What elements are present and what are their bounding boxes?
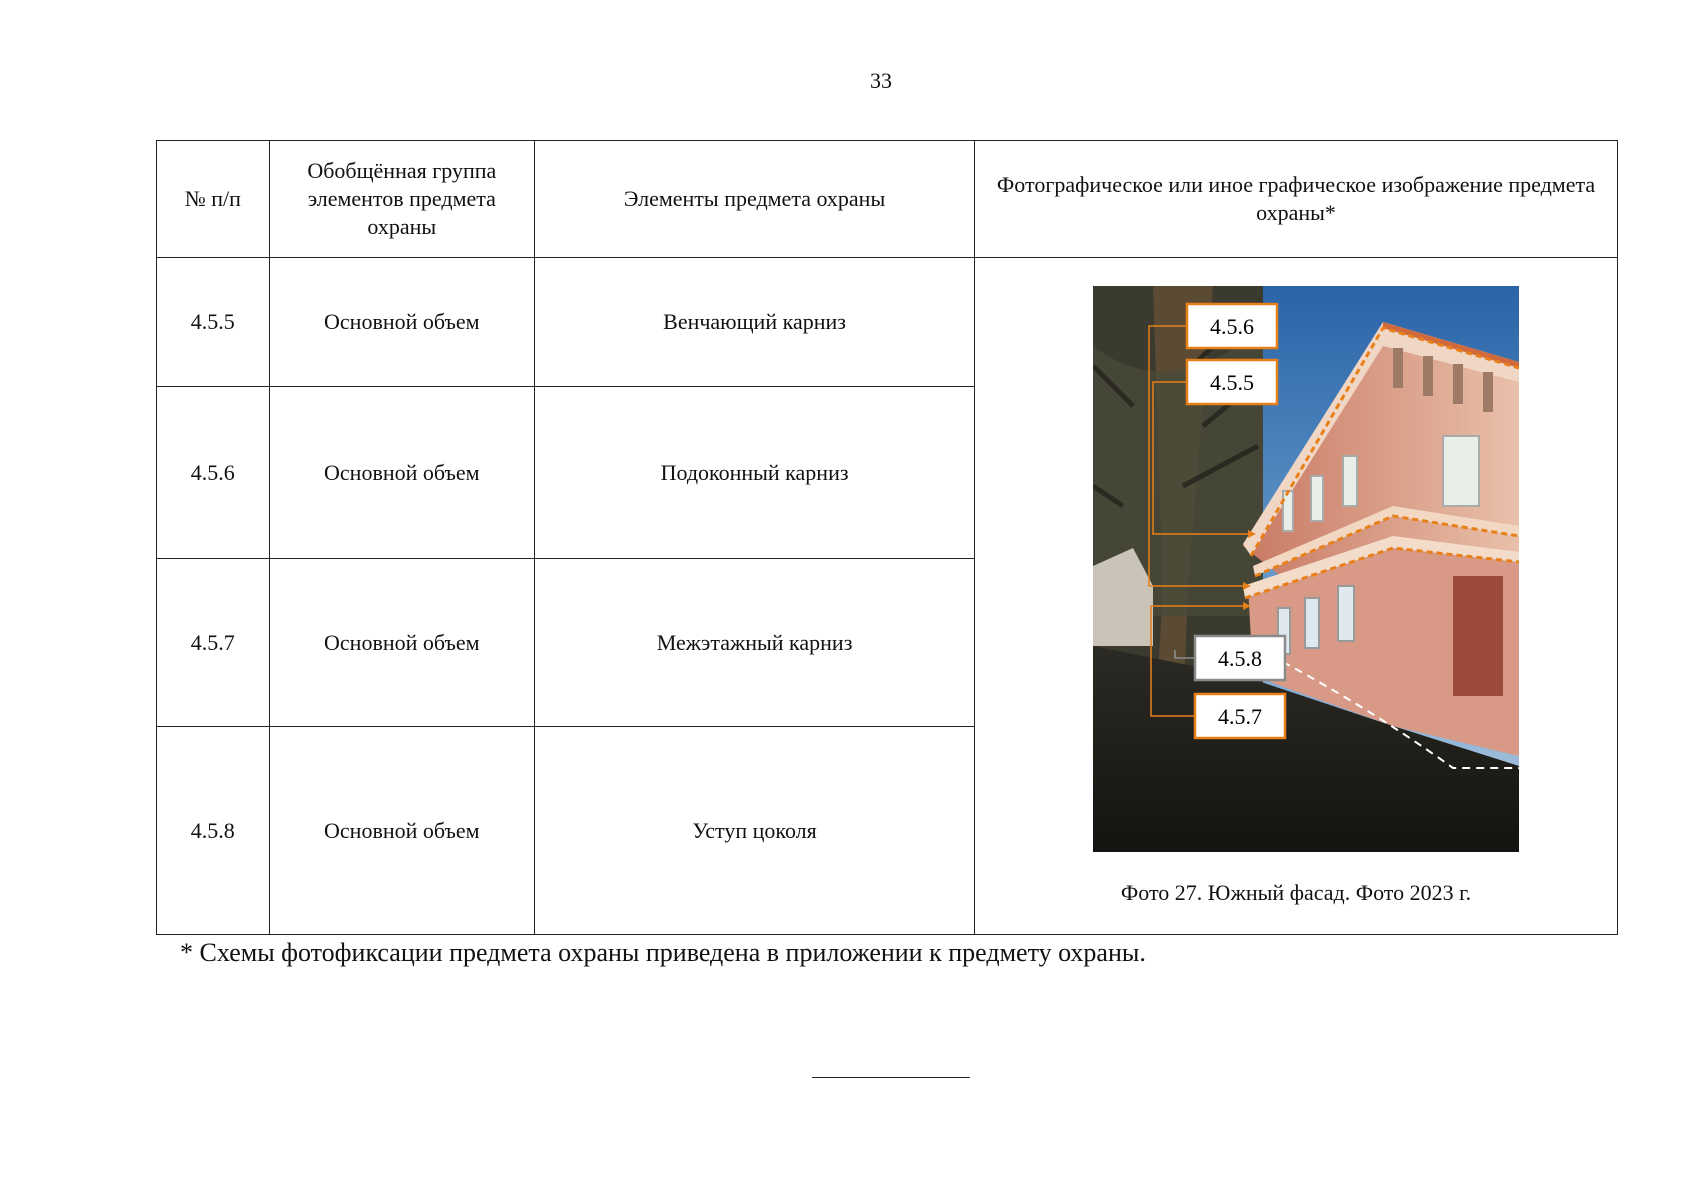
row-group: Основной объем [269,559,534,727]
row-element: Венчающий карниз [535,258,975,387]
callout-4-5-7: 4.5.7 [1218,704,1263,729]
footnote: * Схемы фотофиксации предмета охраны приведена в приложении к предмету охраны. [180,938,1146,967]
callout-4-5-8: 4.5.8 [1218,646,1263,671]
row-group: Основной объем [269,258,534,387]
row-number: 4.5.8 [157,727,270,935]
table-header-row [157,141,1618,258]
header-elements: Элементы предмета охраны [535,141,975,258]
callout-4-5-6: 4.5.6 [1210,314,1255,339]
row-element: Подоконный карниз [535,387,975,559]
row-element: Межэтажный карниз [535,559,975,727]
header-group: Обобщённая группа элементов предмета охраны [269,141,534,258]
header-image: Фотографическое или иное графическое изображение предмета охраны* [975,141,1618,258]
row-group: Основной объем [269,727,534,935]
bottom-divider [812,1077,970,1078]
row-group: Основной объем [269,387,534,559]
row-number: 4.5.7 [157,559,270,727]
row-number: 4.5.6 [157,387,270,559]
protection-table [156,140,1618,935]
row-number: 4.5.5 [157,258,270,387]
page-number: 33 [870,68,892,93]
row-element: Уступ цоколя [535,727,975,935]
header-number: № п/п [157,141,270,258]
photo-cell [975,258,1618,935]
facade-photo [1093,286,1519,852]
table-row [157,258,1618,387]
callout-4-5-5: 4.5.5 [1210,370,1255,395]
photo-caption: Фото 27. Южный фасад. Фото 2023 г. [1120,880,1472,905]
